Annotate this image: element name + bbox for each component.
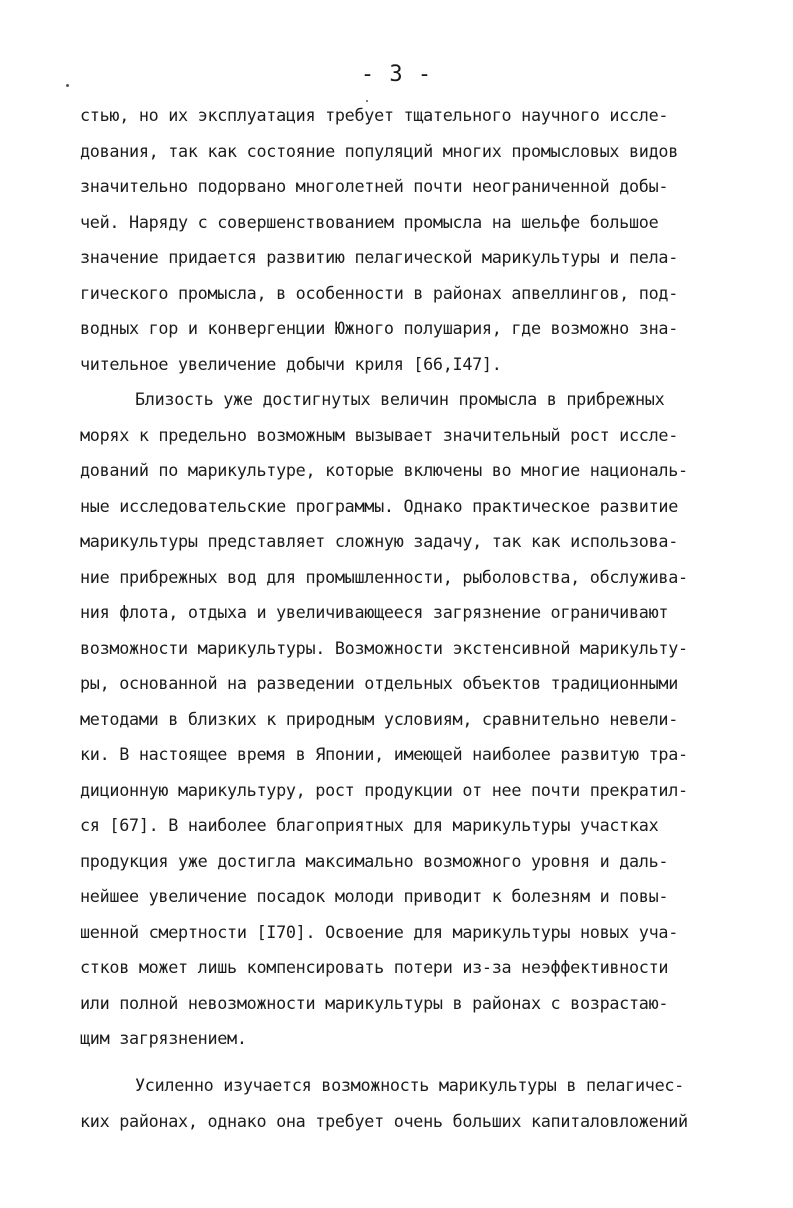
- text-line: Усиленно изучается возможность марикультуры в пелагичес-: [135, 1075, 684, 1095]
- text-line: методами в близких к природным условиям, сравнительно невели-: [80, 709, 678, 729]
- text-line: Близость уже достигнутых величин промысла в прибрежных: [135, 389, 665, 409]
- text-line: ся [67]. В наиболее благоприятных для марикультуры участках: [80, 815, 659, 835]
- text-line: дований по марикультуре, которые включены во многие националь-: [80, 460, 688, 480]
- text-line: марикультуры представляет сложную задачу, так как использова-: [80, 531, 678, 551]
- text-line: продукция уже достигла максимально возможного уровня и даль-: [80, 851, 669, 871]
- text-line: гического промысла, в особенности в районах апвеллингов, под-: [80, 283, 678, 303]
- text-line: чей. Наряду с совершенствованием промысла на шельфе большое: [80, 212, 659, 232]
- text-line: щим загрязнением.: [80, 1028, 247, 1048]
- text-line: шенной смертности [I70]. Освоение для марикультуры новых уча-: [80, 922, 678, 942]
- text-line: ры, основанной на разведении отдельных объектов традиционными: [80, 673, 678, 693]
- text-line: стью, но их эксплуатация требует тщательного научного иссле-: [80, 105, 669, 125]
- text-line: значение придается развитию пелагической марикультуры и пела-: [80, 247, 678, 267]
- text-line: ные исследовательские программы. Однако практическое развитие: [80, 496, 678, 516]
- text-line: ки. В настоящее время в Японии, имеющей наиболее развитую тра-: [80, 744, 688, 764]
- text-line: дования, так как состояние популяций многих промысловых видов: [80, 141, 678, 161]
- text-line: значительно подорвано многолетней почти неограниченной добы-: [80, 176, 669, 196]
- text-line: ния флота, отдыха и увеличивающееся загрязнение ограничивают: [80, 602, 669, 622]
- text-line: морях к предельно возможным вызывает значительный рост иссле-: [80, 425, 678, 445]
- text-line: водных гор и конвергенции Южного полушария, где возможно зна-: [80, 318, 678, 338]
- scan-speck: [66, 84, 69, 87]
- text-line: возможности марикультуры. Возможности экстенсивной марикульту-: [80, 638, 688, 658]
- text-line: ких районах, однако она требует очень больших капиталовложений: [80, 1111, 688, 1131]
- text-line: стков может лишь компенсировать потери из-за неэффективности: [80, 957, 669, 977]
- text-line: диционную марикультуру, рост продукции от нее почти прекратил-: [80, 780, 688, 800]
- text-line: чительное увеличение добычи криля [66,I47].: [80, 354, 502, 374]
- text-line: нейшее увеличение посадок молоди приводит к болезням и повы-: [80, 886, 669, 906]
- scan-speck: [366, 100, 368, 102]
- page-number: - 3 -: [360, 62, 433, 87]
- text-line: или полной невозможности марикультуры в районах с возрастаю-: [80, 993, 669, 1013]
- text-line: ние прибрежных вод для промышленности, рыболовства, обслужива-: [80, 567, 688, 587]
